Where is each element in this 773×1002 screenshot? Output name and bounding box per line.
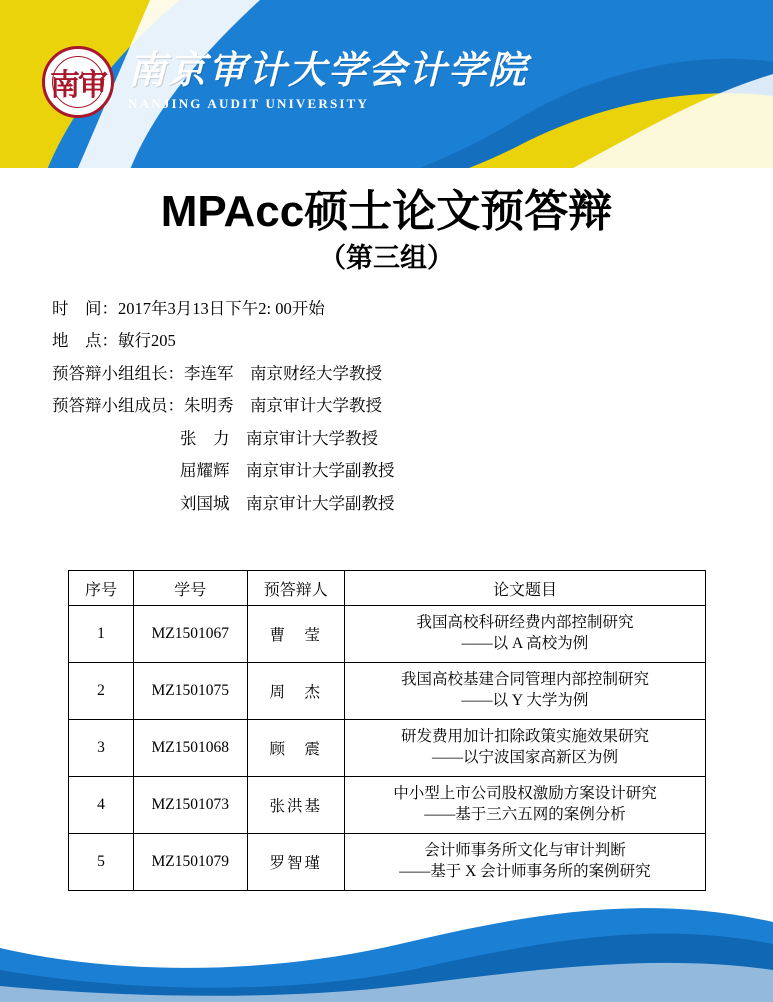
thesis-title-sub: ——基于 X 会计师事务所的案例研究	[399, 863, 651, 880]
meta-line-member-2	[52, 428, 732, 449]
table-row	[69, 777, 706, 834]
meta-value-member-4: 刘国城 南京审计大学副教授	[180, 493, 395, 513]
cell-student-id: MZ1501079	[133, 834, 247, 891]
meta-value-member-3: 屈耀辉 南京审计大学副教授	[180, 461, 395, 481]
cell-presenter: 曹 莹	[247, 606, 344, 663]
cell-thesis-title	[344, 834, 705, 891]
header-thesis-title: 论文题目	[344, 571, 705, 606]
thesis-title-main: 我国高校科研经费内部控制研究	[416, 614, 634, 632]
meta-line-chair	[52, 363, 732, 384]
cell-student-id: MZ1501073	[133, 777, 247, 834]
meta-label-place: 地 点：	[52, 331, 118, 351]
cell-thesis-title	[344, 663, 705, 720]
thesis-title-sub: ——以宁波国家高新区为例	[431, 749, 618, 766]
cell-no: 1	[69, 606, 134, 663]
meta-info-block	[52, 298, 732, 525]
meta-label-chair: 预答辩小组组长：	[52, 363, 184, 383]
meta-value-chair: 李连军 南京财经大学教授	[184, 363, 382, 383]
cell-no: 2	[69, 663, 134, 720]
header-no: 序号	[69, 571, 134, 606]
cell-thesis-title	[344, 606, 705, 663]
seal-icon	[42, 46, 114, 118]
logo-english-name: NANJING AUDIT UNIVERSITY	[128, 95, 370, 111]
thesis-title-main: 会计师事务所文化与审计判断	[424, 842, 626, 860]
header-presenter: 预答辩人	[247, 571, 344, 606]
thesis-title-main: 我国高校基建合同管理内部控制研究	[400, 671, 649, 689]
cell-presenter: 顾 震	[247, 720, 344, 777]
logo-chinese-name: 南京审计大学会计学院	[128, 50, 529, 93]
header-student-id: 学号	[133, 571, 247, 606]
thesis-title-sub: ——以 Y 大学为例	[461, 692, 589, 709]
meta-value-member-1: 朱明秀 南京审计大学教授	[184, 396, 382, 416]
table-row	[69, 720, 706, 777]
papers-table-wrapper	[68, 570, 706, 891]
papers-table	[68, 570, 706, 891]
cell-presenter: 张洪基	[247, 777, 344, 834]
table-header-row	[69, 571, 706, 606]
footer-wave-decoration	[0, 882, 773, 1002]
logo-text-block	[128, 52, 528, 112]
thesis-title-sub: ——以 A 高校为例	[461, 635, 589, 652]
page-title: MPAcc硕士论文预答辩	[160, 187, 613, 236]
meta-label-time: 时 间：	[52, 299, 118, 318]
cell-no: 4	[69, 777, 134, 834]
thesis-title-main: 中小型上市公司股权激励方案设计研究	[393, 785, 657, 803]
cell-presenter: 罗智瑾	[247, 834, 344, 891]
page-subtitle: （第三组）	[319, 243, 454, 273]
table-body	[69, 606, 706, 891]
meta-value-time: 2017年3月13日下午2: 00开始	[118, 299, 325, 318]
table-row	[69, 606, 706, 663]
cell-no: 5	[69, 834, 134, 891]
cell-student-id: MZ1501075	[133, 663, 247, 720]
meta-value-member-2: 张 力 南京审计大学教授	[180, 428, 378, 448]
table-head	[69, 571, 706, 606]
meta-line-member-3	[52, 460, 732, 481]
meta-line-time	[52, 298, 732, 319]
meta-value-place: 敏行205	[118, 331, 176, 351]
thesis-title-main: 研发费用加计扣除政策实施效果研究	[400, 728, 649, 746]
table-row	[69, 834, 706, 891]
meta-line-member-4	[52, 493, 732, 514]
meta-line-member-1	[52, 395, 732, 416]
thesis-title-sub: ——基于三六五网的案例分析	[424, 806, 626, 823]
cell-no: 3	[69, 720, 134, 777]
cell-student-id: MZ1501068	[133, 720, 247, 777]
university-logo	[42, 38, 528, 126]
cell-thesis-title	[344, 720, 705, 777]
table-row	[69, 663, 706, 720]
cell-student-id: MZ1501067	[133, 606, 247, 663]
cell-presenter: 周 杰	[247, 663, 344, 720]
cell-thesis-title	[344, 777, 705, 834]
meta-label-members: 预答辩小组成员：	[52, 396, 184, 416]
seal-glyph: 南审	[50, 69, 106, 102]
meta-line-place	[52, 330, 732, 351]
